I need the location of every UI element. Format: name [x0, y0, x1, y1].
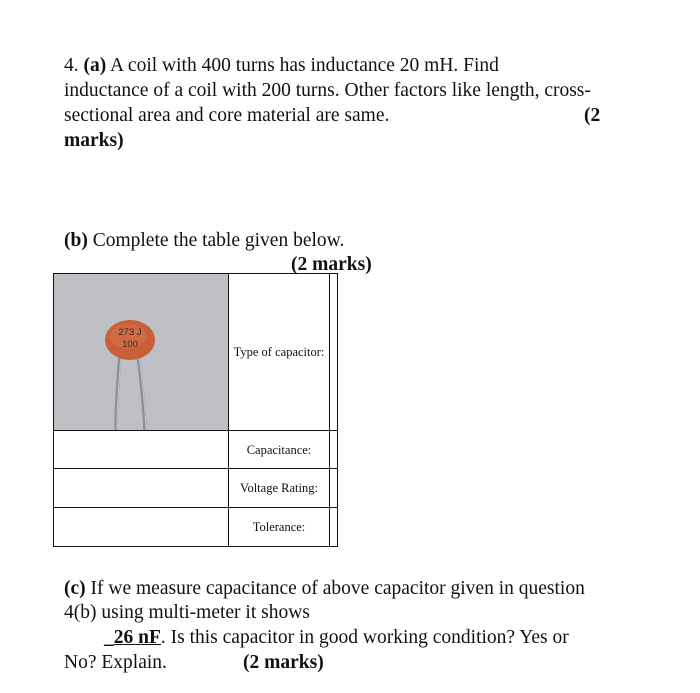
voltage-rating-label: Voltage Rating:: [240, 481, 318, 495]
table-row: [54, 508, 338, 547]
tolerance-cell: [229, 508, 330, 547]
blank-cell: [54, 431, 229, 469]
table-edge-cell: [330, 431, 338, 469]
q4a-text-1: A coil with 400 turns has inductance 20 mH. Find: [106, 55, 499, 76]
table-edge-cell: [330, 274, 338, 431]
measured-value: 26 nF: [113, 627, 161, 648]
capacitor-photo-cell: [54, 274, 229, 431]
q4a-line-1: [64, 53, 499, 78]
blank-cell: [54, 508, 229, 547]
question-number: 4.: [64, 55, 79, 76]
table-edge-cell: [330, 508, 338, 547]
voltage-rating-cell: [229, 469, 330, 508]
q4c-line-2: 4(b) using multi-meter it shows: [64, 602, 310, 623]
part-b-label: (b): [64, 230, 88, 251]
q4a-line-3: sectional area and core material are same.: [64, 105, 390, 126]
q4a-line-2: inductance of a coil with 200 turns. Other factors like length, cross-: [64, 80, 591, 101]
capacitance-cell: [229, 431, 330, 469]
q4c-text-1: If we measure capacitance of above capacitor given in question: [85, 578, 585, 599]
tolerance-label: Tolerance:: [252, 520, 306, 534]
q4b-text: Complete the table given below.: [87, 230, 345, 251]
table-row: [54, 469, 338, 508]
table-row: [54, 431, 338, 469]
blank-cell: [54, 469, 229, 508]
table-row: [54, 274, 338, 431]
q4b-marks: (2 marks): [291, 254, 372, 275]
type-of-capacitor-cell: [229, 274, 330, 431]
part-a-label: (a): [83, 55, 107, 76]
capacitor-table: [53, 273, 338, 547]
q4c-line-1: [64, 576, 585, 601]
q4a-marks-open: (2: [584, 105, 601, 126]
q4c-marks: (2 marks): [243, 652, 324, 673]
capacitor-photo: [54, 274, 228, 430]
part-c-label: (c): [64, 578, 86, 599]
table-edge-cell: [330, 469, 338, 508]
q4a-marks-close: marks): [64, 130, 124, 151]
type-of-capacitor-label: Type of capacitor:: [233, 345, 325, 359]
q4c-line-4: No? Explain.: [64, 652, 167, 673]
capacitor-marking-2: 100: [122, 339, 138, 350]
blank-lead: _: [104, 627, 114, 648]
capacitance-label: Capacitance:: [246, 442, 312, 457]
q4c-line-3: [104, 625, 569, 650]
capacitor-marking-1: 273 J: [118, 327, 142, 338]
q4b-line: [64, 228, 344, 253]
q4c-text-3: . Is this capacitor in good working condition? Yes or: [160, 627, 569, 648]
